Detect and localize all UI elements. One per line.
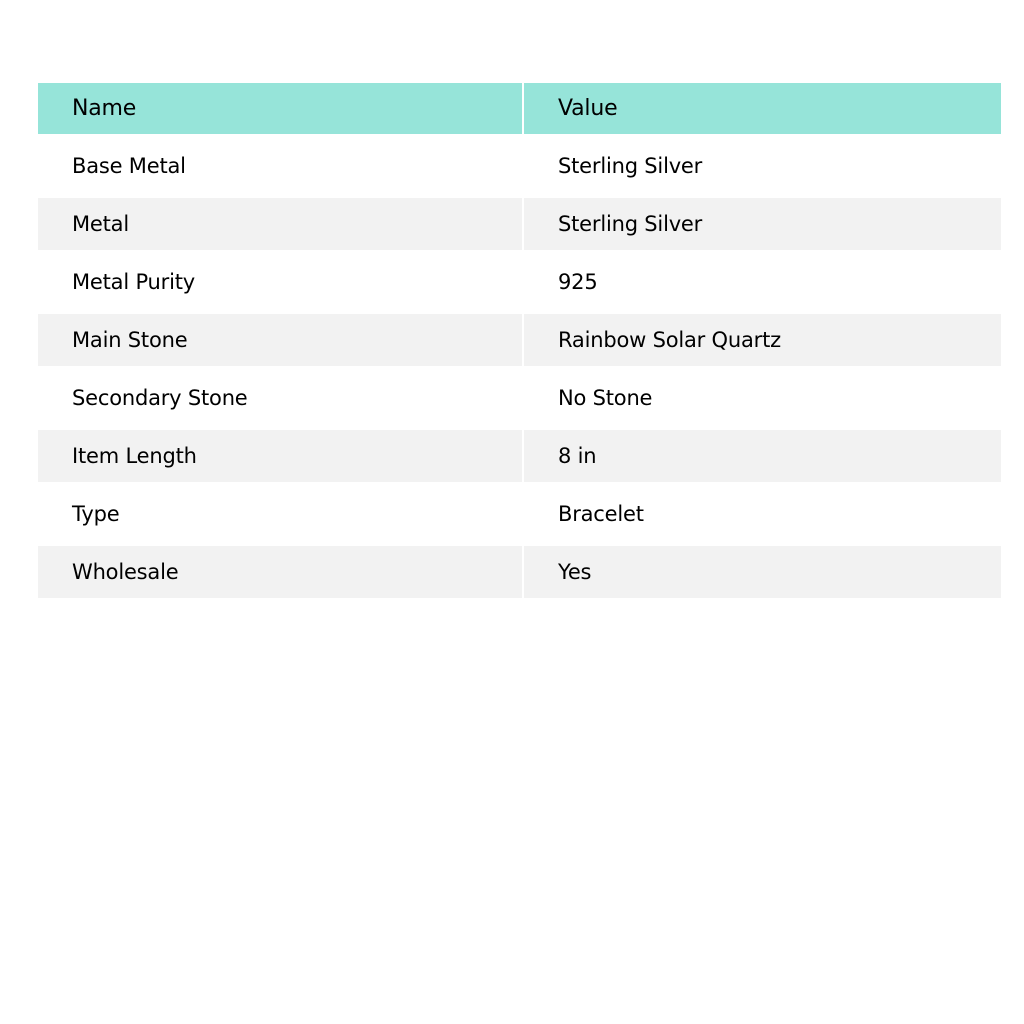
- column-header-name: Name: [38, 83, 523, 134]
- row-name-cell: Type: [38, 488, 523, 540]
- table-row: [38, 140, 1001, 192]
- table-row: [38, 488, 1001, 540]
- table-row: [38, 198, 1001, 250]
- row-name-cell: Wholesale: [38, 546, 523, 598]
- row-name-cell: Metal Purity: [38, 256, 523, 308]
- row-value-cell: No Stone: [558, 386, 653, 410]
- row-value-cell: Sterling Silver: [558, 212, 703, 236]
- row-name-cell: Item Length: [38, 430, 523, 482]
- table-row: [38, 256, 1001, 308]
- row-value-cell: Sterling Silver: [558, 154, 703, 178]
- table-row: [38, 314, 1001, 366]
- row-value-cell: Yes: [558, 560, 592, 584]
- specifications-table: [38, 83, 1001, 598]
- row-name-cell: Secondary Stone: [38, 372, 523, 424]
- table-body: [38, 134, 1001, 598]
- table-row: [38, 372, 1001, 424]
- header-row: [38, 83, 1001, 134]
- table-row: [38, 546, 1001, 598]
- table-row: [38, 430, 1001, 482]
- column-header-value: Value: [558, 96, 618, 121]
- row-value-cell: 8 in: [558, 444, 597, 468]
- row-name-cell: Metal: [38, 198, 523, 250]
- row-value-cell: Rainbow Solar Quartz: [558, 328, 781, 352]
- row-value-cell: 925: [558, 270, 598, 294]
- table-header: [38, 83, 1001, 134]
- row-value-cell: Bracelet: [558, 502, 644, 526]
- row-name-cell: Base Metal: [38, 140, 523, 192]
- row-name-cell: Main Stone: [38, 314, 523, 366]
